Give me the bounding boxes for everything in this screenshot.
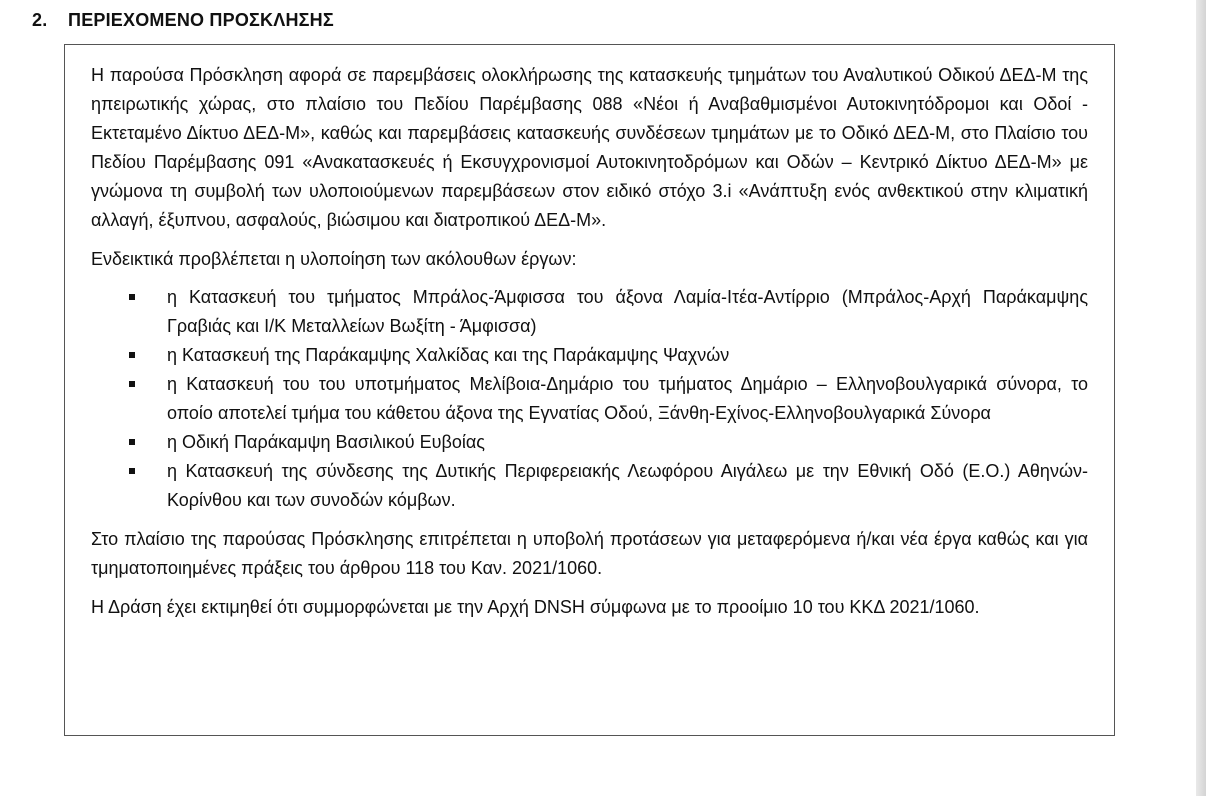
bullet-icon [129,468,135,474]
list-item [91,283,1088,341]
list-item-text: η Κατασκευή της σύνδεσης της Δυτικής Περιφερειακής Λεωφόρου Αιγάλεω με την Εθνική Οδό (Ε.Ο.) Αθηνών-Κορίνθου και των συνοδών κόμβων. [167,461,1088,510]
list-item-text: η Κατασκευή του του υποτμήματος Μελίβοια-Δημάριο του τμήματος Δημάριο – Ελληνοβουλγαρικά σύνορα, το οποίο αποτελεί τμήμα του κάθετου άξονα της Εγνατίας Οδού, Ξάνθη-Εχίνος-Ελληνοβουλγαρικά Σύνορα [167,374,1088,423]
list-item-text: η Κατασκευή του τμήματος Μπράλος-Άμφισσα του άξονα Λαμία-Ιτέα-Αντίρριο (Μπράλος-Αρχή Παράκαμψης Γραβιάς και Ι/Κ Μεταλλείων Βωξίτη - Άμφισσα) [167,287,1088,336]
list-item [91,457,1088,515]
list-item [91,370,1088,428]
section-heading [32,10,334,31]
intro-paragraph: Η παρούσα Πρόσκληση αφορά σε παρεμβάσεις ολοκλήρωσης της κατασκευής τμημάτων του Αναλυτικού Οδικού ΔΕΔ-Μ της ηπειρωτικής χώρας, στο πλαίσιο του Πεδίου Παρέμβασης 088 «Νέοι ή Αναβαθμισμένοι Αυτοκινητόδρομοι και Οδοί - Εκτεταμένο Δίκτυο ΔΕΔ-Μ», καθώς και παρεμβάσεις κατασκευής συνδέσεων τμημάτων με το Οδικό ΔΕΔ-Μ, στο Πλαίσιο του Πεδίου Παρέμβασης 091 «Ανακατασκευές ή Εκσυγχρονισμοί Αυτοκινητοδρόμων και Οδών – Κεντρικό Δίκτυο ΔΕΔ-Μ» με γνώμονα τη συμβολή των υλοποιούμενων παρεμβάσεων στον ειδικό στόχο 3.i «Ανάπτυξη ενός ανθεκτικού στην κλιματική αλλαγή, έξυπνου, ασφαλούς, βιώσιμου και διατροπικού ΔΕΔ-Μ». [91,65,1088,230]
bullet-icon [129,439,135,445]
section-title: ΠΕΡΙΕΧΟΜΕΝΟ ΠΡΟΣΚΛΗΣΗΣ [68,10,334,30]
projects-list [91,283,1088,515]
bullet-icon [129,294,135,300]
bullet-icon [129,352,135,358]
submission-paragraph: Στο πλαίσιο της παρούσας Πρόσκλησης επιτρέπεται η υποβολή προτάσεων για μεταφερόμενα ή/και νέα έργα καθώς και για τμηματοποιημένες πράξεις του άρθρου 118 του Καν. 2021/1060. [91,529,1088,578]
list-item-text: η Οδική Παράκαμψη Βασιλικού Ευβοίας [167,432,485,452]
content-box [64,44,1115,736]
page-edge [1196,0,1206,796]
list-item-text: η Κατασκευή της Παράκαμψης Χαλκίδας και της Παράκαμψης Ψαχνών [167,345,730,365]
list-intro: Ενδεικτικά προβλέπεται η υλοποίηση των ακόλουθων έργων: [91,249,577,269]
section-number: 2. [32,10,48,30]
bullet-icon [129,381,135,387]
list-item [91,428,1088,457]
list-item [91,341,1088,370]
dnsh-paragraph: Η Δράση έχει εκτιμηθεί ότι συμμορφώνεται με την Αρχή DNSH σύμφωνα με το προοίμιο 10 του ΚΚΔ 2021/1060. [91,597,980,617]
